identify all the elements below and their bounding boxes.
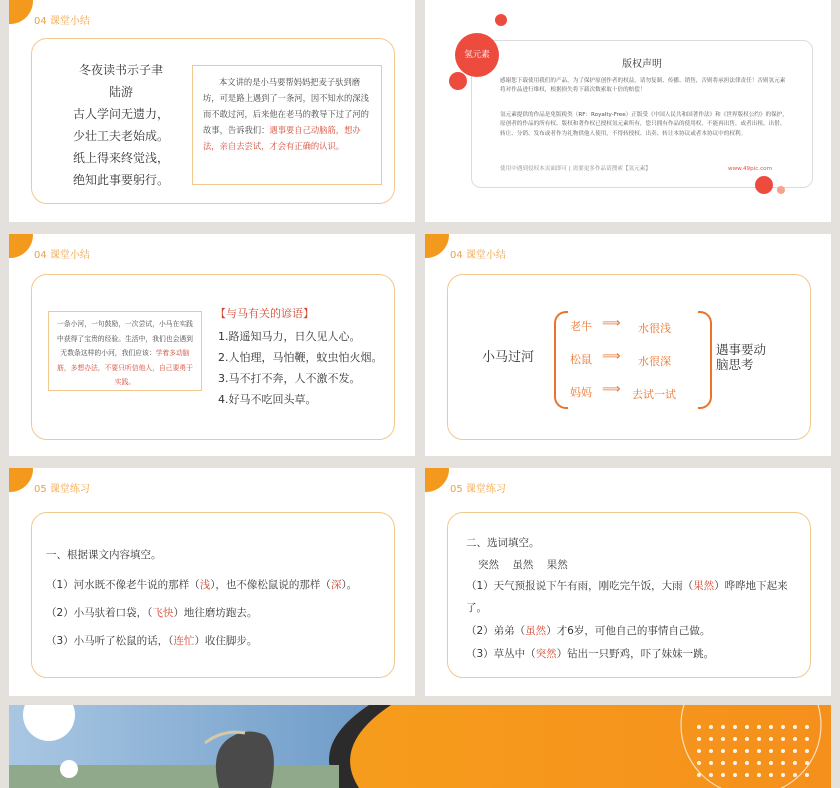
story-highlight: 遇事要自己动脑筋，想办法，亲自去尝试，才会有正确的认识。 bbox=[203, 125, 361, 151]
slide-summary-diagram[interactable] bbox=[425, 234, 831, 456]
sayings-heading: 【与马有关的谚语】 bbox=[215, 307, 314, 320]
q2-answer: 虽然 bbox=[525, 625, 547, 637]
word-bank: 突然 虽然 果然 bbox=[478, 559, 568, 571]
copyright-footer-link[interactable]: www.49pic.com bbox=[728, 166, 773, 172]
exercise-q2 bbox=[46, 605, 257, 620]
saying-item: 4.好马不吃回头草。 bbox=[218, 393, 317, 406]
q2-text-a: （2）弟弟（ bbox=[466, 625, 526, 637]
poem-title: 冬夜读书示子聿 bbox=[78, 63, 163, 77]
corner-decoration bbox=[425, 468, 449, 492]
left-brace bbox=[554, 311, 568, 409]
section-label: 05 课堂练习 bbox=[34, 484, 90, 495]
section-label: 05 课堂练习 bbox=[450, 484, 506, 495]
slide-summary-poem[interactable] bbox=[9, 0, 415, 222]
corner-decoration bbox=[9, 468, 33, 492]
diagram-card bbox=[447, 274, 811, 440]
decor-dot bbox=[495, 14, 507, 26]
result-label: 水很深 bbox=[638, 355, 671, 368]
exercise-title: 二、选词填空。 bbox=[466, 537, 540, 549]
decor-dot bbox=[777, 186, 785, 194]
copyright-title: 版权声明 bbox=[622, 59, 662, 70]
q1-text-b: ），也不像松鼠说的那样（ bbox=[210, 579, 331, 591]
copyright-para-1: 感谢您下载使用我们的产品，为了保护原创作者的权益，请勿复制、传播、销售，否则将承担法律责任！否则氢元素将对作品进行维权，根据损失将下载次数索取十倍的赔偿！ bbox=[500, 78, 786, 94]
exercise-q2 bbox=[466, 623, 710, 638]
result-label: 去试一试 bbox=[632, 388, 676, 401]
q1-text-b: ）哗哗地下起来了。 bbox=[466, 580, 788, 614]
q1-text-a: （1）天气预报说下午有雨，刚吃完午饭，大雨（ bbox=[466, 580, 694, 592]
arrow-icon: ⟹ bbox=[602, 349, 621, 364]
poem-author: 陆游 bbox=[108, 85, 133, 99]
slide-cover-partial[interactable] bbox=[9, 705, 831, 788]
q3-answer: 连忙 bbox=[173, 635, 195, 647]
section-label: 04 课堂小结 bbox=[450, 250, 506, 261]
arrow-icon: ⟹ bbox=[602, 316, 621, 331]
animal-label: 老牛 bbox=[570, 320, 592, 333]
corner-decoration bbox=[9, 0, 33, 24]
poem-line: 纸上得来终觉浅， bbox=[72, 151, 169, 165]
saying-item: 2.人怕理，马怕鞭，蚊虫怕火烟。 bbox=[218, 351, 383, 364]
corner-decoration bbox=[425, 234, 449, 258]
slide-copyright[interactable] bbox=[425, 0, 831, 222]
right-brace bbox=[698, 311, 712, 409]
saying-item: 3.马不打不奔，人不激不发。 bbox=[218, 372, 361, 385]
lesson-box bbox=[48, 311, 202, 391]
exercise-q3 bbox=[46, 633, 257, 648]
q2-text-a: （2）小马驮着口袋，（ bbox=[46, 607, 153, 619]
summary-card bbox=[31, 38, 395, 204]
result-label: 水很浅 bbox=[638, 322, 671, 335]
diagram-conclusion: 遇事要动脑思考 bbox=[716, 342, 767, 372]
corner-decoration bbox=[9, 234, 33, 258]
q2-answer: 飞快 bbox=[152, 607, 174, 619]
copyright-card bbox=[471, 40, 813, 188]
section-label: 04 课堂小结 bbox=[34, 16, 90, 27]
story-normal: 本文讲的是小马要帮妈妈把麦子驮到磨坊，可是路上遇到了一条河，因不知水的深浅而不敢过河，后来他在老马的教导下过了河的故事，告诉我们： bbox=[203, 77, 369, 135]
poem-line: 少壮工夫老始成。 bbox=[72, 129, 169, 143]
q1-answer-1: 浅 bbox=[199, 579, 211, 591]
q3-answer: 突然 bbox=[535, 648, 557, 660]
lesson-highlight: 学着多动脑筋，多想办法，不要只听信他人，自己要勇于实践。 bbox=[57, 349, 193, 386]
exercise-title: 一、根据课文内容填空。 bbox=[46, 549, 162, 561]
q3-text-a: （3）草丛中（ bbox=[466, 648, 536, 660]
brand-logo: 氢元素 bbox=[455, 33, 499, 77]
decor-dot bbox=[449, 72, 467, 90]
cover-graphic bbox=[9, 705, 831, 788]
animal-label: 松鼠 bbox=[570, 353, 592, 366]
exercise-q1 bbox=[46, 577, 357, 592]
slide-summary-sayings[interactable] bbox=[9, 234, 415, 456]
q1-text-c: ）。 bbox=[341, 579, 358, 591]
saying-item: 1.路遥知马力，日久见人心。 bbox=[218, 330, 361, 343]
exercise-q3 bbox=[466, 646, 714, 661]
decor-dot bbox=[755, 176, 773, 194]
slide-exercise-1[interactable] bbox=[9, 468, 415, 696]
exercise-card bbox=[31, 512, 395, 678]
exercise-q1 bbox=[466, 575, 796, 619]
lesson-normal: 一条小河，一句鼓励，一次尝试，小马在实践中获得了宝贵的经验。生活中，我们也会遇到无数条这样的小河，我们应该： bbox=[57, 320, 193, 357]
q3-text-b: ）钻出一只野鸡，吓了妹妹一跳。 bbox=[556, 648, 715, 660]
q2-text-b: ）地往磨坊跑去。 bbox=[173, 607, 258, 619]
poem-line: 古人学问无遗力， bbox=[72, 107, 169, 121]
slide-exercise-2[interactable] bbox=[425, 468, 831, 696]
q1-answer-2: 深 bbox=[330, 579, 342, 591]
q1-answer: 果然 bbox=[693, 580, 715, 592]
sayings-card bbox=[31, 274, 395, 440]
section-label: 04 课堂小结 bbox=[34, 250, 90, 261]
exercise-card bbox=[447, 512, 811, 678]
poem bbox=[66, 59, 176, 191]
arrow-icon: ⟹ bbox=[602, 382, 621, 397]
copyright-footer-left: 使用中遇到侵权本页面即可 | 需要更多作品请搜索【氢元素】 bbox=[500, 166, 651, 172]
q3-text-b: ）收住脚步。 bbox=[194, 635, 258, 647]
story-text bbox=[203, 74, 373, 154]
diagram-center: 小马过河 bbox=[482, 350, 535, 365]
copyright-para-2: 氢元素提供的作品是免版税类（RF：Royalty-Free）正版受《中国人民共和国著作法》和《世界版权公约》的保护，原创者的作品的所有权、版权和著作权已授权氢元素所有，您只拥有作品的使用权，不能再出售，或者出租、出借、转让、分销、发布或者作为礼物供他人使用，不得转授权、出卖、转让本协议或者本协议中的权利。 bbox=[500, 112, 788, 137]
q1-text-a: （1）河水既不像老牛说的那样（ bbox=[46, 579, 200, 591]
q2-text-b: ）才6岁，可他自己的事情自己做。 bbox=[546, 625, 711, 637]
poem-line: 绝知此事要躬行。 bbox=[72, 173, 169, 187]
q3-text-a: （3）小马听了松鼠的话，（ bbox=[46, 635, 174, 647]
animal-label: 妈妈 bbox=[570, 386, 592, 399]
story-box bbox=[192, 65, 382, 185]
lesson-text bbox=[55, 317, 195, 390]
